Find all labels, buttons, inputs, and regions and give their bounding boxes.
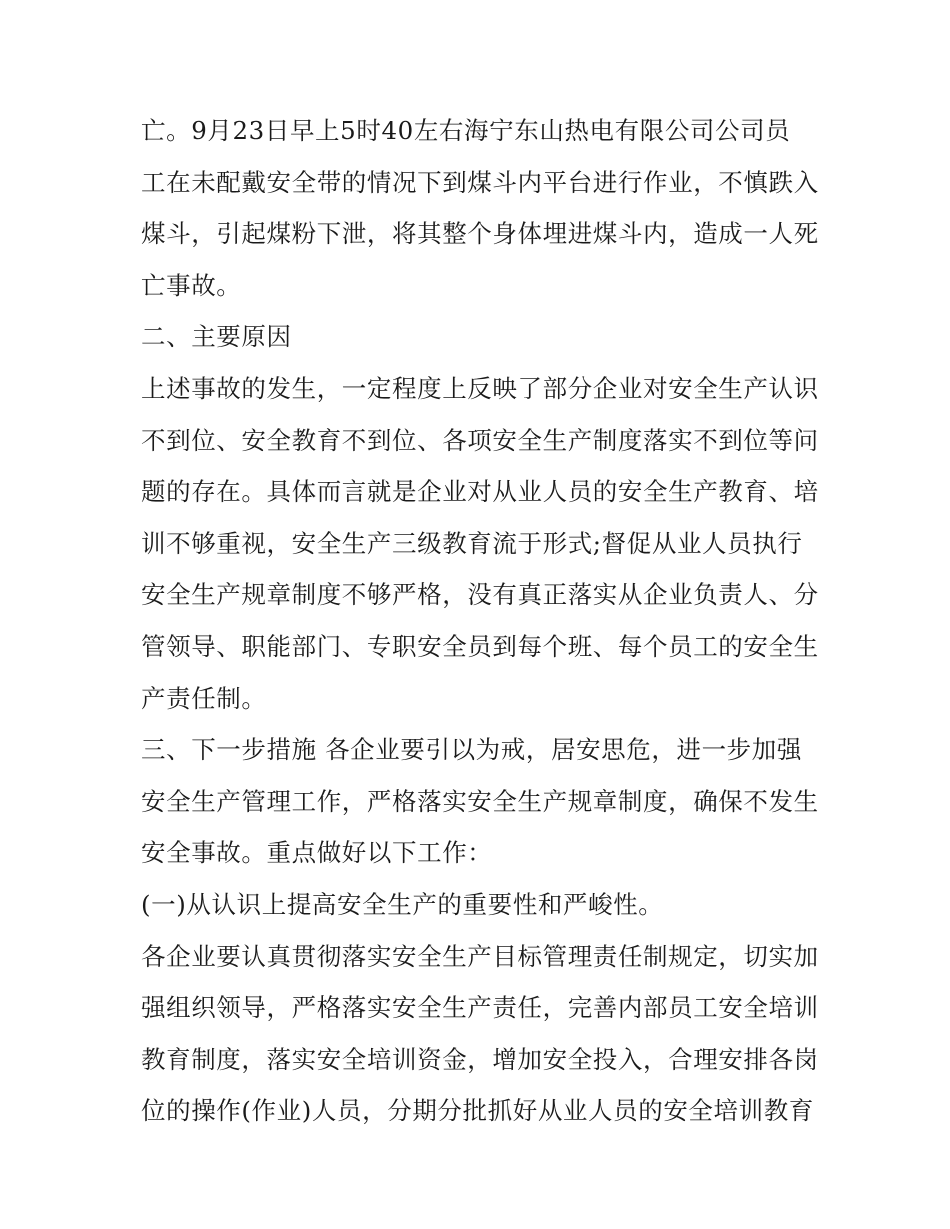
text-line: 工在未配戴安全带的情况下到煤斗内平台进行作业，不慎跌入 bbox=[141, 167, 819, 197]
text-line: 教育制度，落实安全培训资金，增加安全投入，合理安排各岗 bbox=[141, 1044, 819, 1074]
text-line: 各企业要认真贯彻落实安全生产目标管理责任制规定，切实加 bbox=[141, 941, 819, 971]
text-line: 安全事故。重点做好以下工作： bbox=[141, 838, 493, 868]
text-line: 上述事故的发生，一定程度上反映了部分企业对安全生产认识 bbox=[141, 373, 819, 403]
subsection-heading-awareness: (一)从认识上提高安全生产的重要性和严峻性。 bbox=[141, 889, 664, 919]
text-line: 产责任制。 bbox=[141, 683, 267, 713]
text-line: 题的存在。具体而言就是企业对从业人员的安全生产教育、培 bbox=[141, 477, 819, 507]
section-heading-main-causes: 二、主要原因 bbox=[141, 322, 292, 352]
text-line: 亡事故。 bbox=[141, 270, 242, 300]
text-line: 安全生产规章制度不够严格，没有真正落实从企业负责人、分 bbox=[141, 580, 819, 610]
section-heading-next-steps: 三、下一步措施 各企业要引以为戒，居安思危，进一步加强 bbox=[141, 735, 802, 765]
text-line: 训不够重视，安全生产三级教育流于形式;督促从业人员执行 bbox=[141, 528, 803, 558]
text-line: 位的操作(作业)人员，分期分批抓好从业人员的安全培训教育 bbox=[141, 1096, 814, 1126]
text-line: 管领导、职能部门、专职安全员到每个班、每个员工的安全生 bbox=[141, 631, 819, 661]
text-line: 安全生产管理工作，严格落实安全生产规章制度，确保不发生 bbox=[141, 786, 819, 816]
text-line: 煤斗，引起煤粉下泄，将其整个身体埋进煤斗内，造成一人死 bbox=[141, 219, 819, 249]
text-line: 不到位、安全教育不到位、各项安全生产制度落实不到位等问 bbox=[141, 425, 819, 455]
document-body bbox=[141, 105, 821, 1137]
text-line: 强组织领导，严格落实安全生产责任，完善内部员工安全培训 bbox=[141, 993, 819, 1023]
text-line: 亡。9月23日早上5时40左右海宁东山热电有限公司公司员 bbox=[141, 116, 791, 145]
